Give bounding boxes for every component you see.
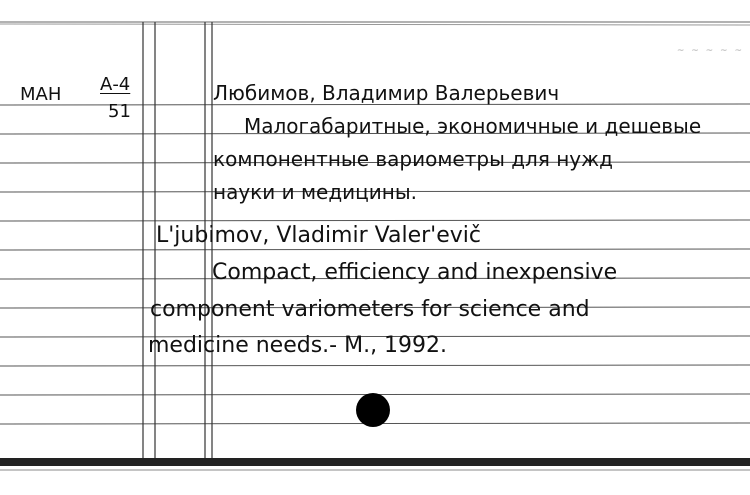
english-title-line-1: Compact, efficiency and inexpensive xyxy=(212,260,618,285)
punch-hole xyxy=(356,393,390,427)
russian-author: Любимов, Владимир Валерьевич xyxy=(213,81,560,105)
russian-title-line-2: компонентные вариометры для нужд xyxy=(213,147,613,171)
english-title-line-2: component variometers for science and xyxy=(150,297,590,322)
call-number-prefix: МАН xyxy=(20,84,62,105)
call-number-class: А-4 xyxy=(100,74,131,95)
faint-marking: ~ ~ ~ ~ ~ xyxy=(676,46,744,56)
call-number-number: 51 xyxy=(108,101,131,122)
russian-title-line-1: Малогабаритные, экономичные и дешевые xyxy=(244,114,702,138)
russian-title-line-3: науки и медицины. xyxy=(213,180,418,204)
english-title-line-3: medicine needs.- M., 1992. xyxy=(148,333,448,358)
english-author: L'jubimov, Vladimir Valer'evič xyxy=(156,223,481,248)
